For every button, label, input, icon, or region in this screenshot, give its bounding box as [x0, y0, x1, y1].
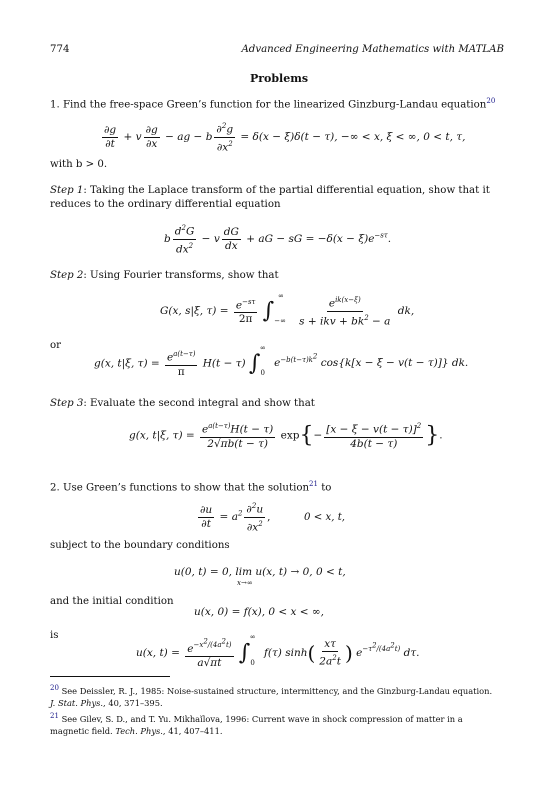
is-text: is	[50, 630, 59, 641]
running-title: Advanced Engineering Mathematics with MATLAB	[241, 44, 504, 55]
step3-text: Step 3: Evaluate the second integral and show that	[50, 398, 315, 409]
problem1-with: with b > 0.	[50, 159, 108, 170]
limit-subscript: x→∞	[237, 579, 253, 587]
boundary-conditions: u(0, t) = 0, lim u(x, t) → 0, 0 < t,	[174, 566, 346, 578]
step2-equation-G: G(x, s|ξ, τ) = $\frac{e^{-s\tau}}{2\pi}$ $\int_{-\infty}^\infty$ $\frac{e^{ik(x-\xi)}}{s + ikv + bk^2 - a}$ dk,	[160, 291, 415, 327]
problem1-intro: 1. Find the free-space Green’s function for the linearized Ginzburg-Landau equation$^{20}$	[50, 97, 496, 111]
or-text: or	[50, 340, 62, 351]
problem1-equation: $\frac{\partial g}{\partial t}$ + v $\frac{\partial g}{\partial x}$ − ag − b $\frac{\partial^2g}{\partial x^2}$ = δ(x − ξ)δ(t − τ), −∞ < x, ξ < ∞, 0 < t, τ,	[104, 122, 466, 153]
initial-condition: u(x, 0) = f(x), 0 < x < ∞,	[194, 606, 325, 618]
section-title: Problems	[249, 72, 309, 85]
step2-text: Step 2: Using Fourier transforms, show that	[50, 270, 279, 281]
initial-text: and the initial condition	[50, 596, 174, 607]
problem2-pde: $\frac{\partial u}{\partial t}$ = $a^2$ $\frac{\partial^2u}{\partial x^2}$ ,	[200, 502, 271, 533]
subject-text: subject to the boundary conditions	[50, 540, 230, 551]
step2-equation-g: g(x, t|ξ, τ) = $\frac{e^{a(t-\tau)}}{\pi}$ H(t − τ) $\int_0^\infty$ $e^{-b(t-\tau)k^2}$ cos{k[x − ξ − v(t − τ)]} dk.	[94, 343, 469, 378]
solution-equation: u(x, t) = $\frac{e^{-x^2/(4a^2t)}}{a√\pi t}$ $\int_0^\infty$ f(τ) sinh( $\frac{x\tau}{2a^2t}$ ) $e^{-\tau^2/(4a^2t)}$ dτ.	[136, 633, 420, 669]
footnote-21-line1: $^{21}$ See Gilev, S. D., and T. Yu. Mikhaĭlova, 1996: Current wave in shock compression of matter in a	[50, 712, 463, 724]
problem2-intro: 2. Use Green’s functions to show that the solution$^{21}$ to	[50, 480, 332, 494]
step1-equation: b $\frac{d^2G}{dx^2}$ − v $\frac{dG}{dx}$ + aG − sG = $-\delta(x - \xi)e^{-s\tau}$.	[164, 224, 392, 255]
step3-equation: g(x, t|ξ, τ) = $\frac{e^{a(t-\tau)}H(t - \tau)}{2√\pi b(t - \tau)}$ exp{− $\frac{[x - \xi - v(t - \tau)]^2}{4b(t - \tau)}$ }.	[129, 422, 443, 450]
footnote-21-line2: magnetic field. Tech. Phys., 41, 407–411.	[50, 726, 223, 736]
step1-text: Step 1: Taking the Laplace transform of the partial differential equation, show that it reduces to the ordinary differential equation	[50, 185, 490, 210]
page-number: 774	[50, 44, 70, 55]
footnote-20-line1: $^{20}$ See Deissler, R. J., 1985: Noise-sustained structure, intermittency, and the Ginzburg-Landau equation.	[50, 684, 493, 696]
footnote-20-line2: J. Stat. Phys., 40, 371–395.	[50, 698, 163, 708]
footnote-rule	[50, 676, 170, 677]
problem2-domain: 0 < x, t,	[304, 512, 346, 523]
